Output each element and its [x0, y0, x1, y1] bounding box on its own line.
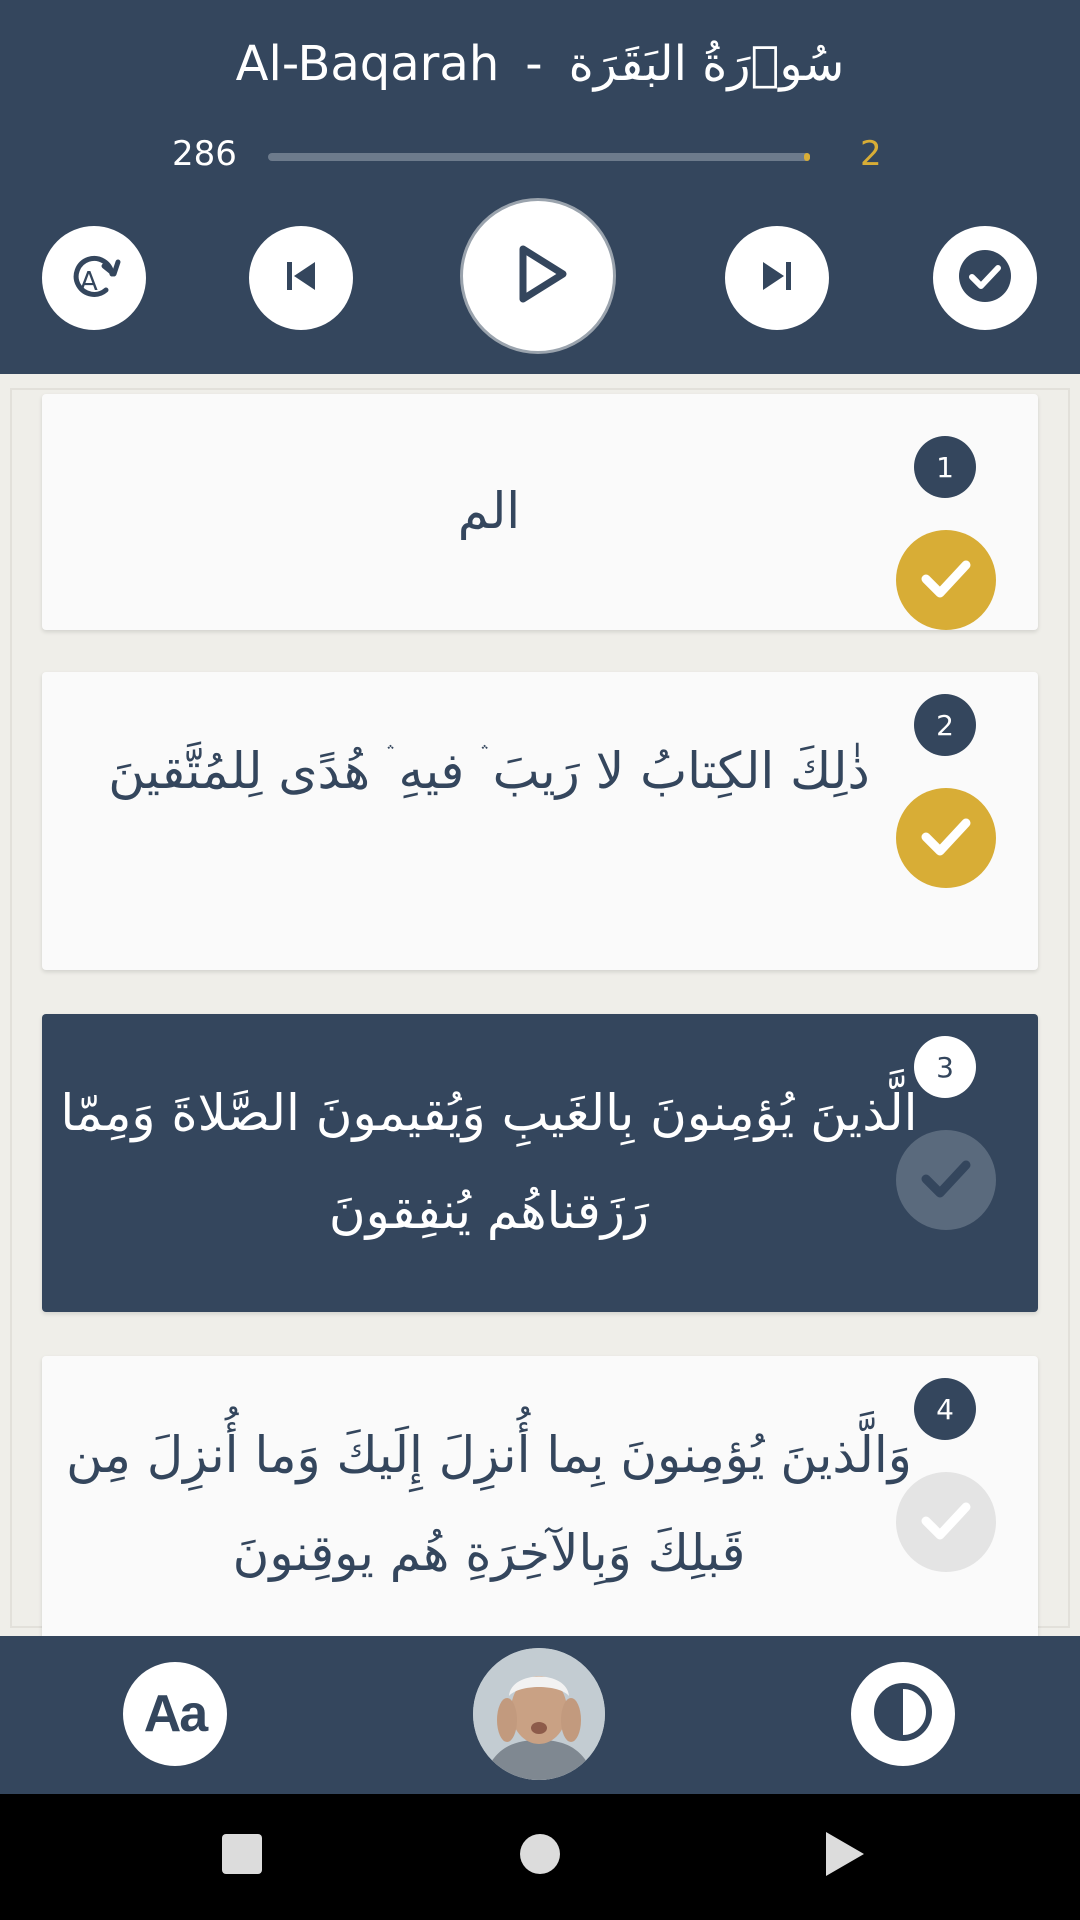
verse-text: الَّذينَ يُؤمِنونَ بِالغَيبِ وَيُقيمونَ الصَّلاةَ وَمِمّا رَزَقناهُم يُنفِقونَ [60, 1084, 918, 1240]
repeat-button[interactable] [42, 226, 146, 330]
check-circle-icon [955, 246, 1015, 310]
total-verses-count: 286 [172, 134, 237, 174]
circle-icon [518, 1832, 562, 1880]
svg-text:A: A [80, 267, 98, 297]
surah-title [0, 28, 1080, 100]
play-button[interactable] [460, 198, 616, 354]
verse-text: الم [457, 482, 521, 540]
verse-check-button[interactable] [896, 1472, 996, 1572]
verse-number-badge: 4 [914, 1378, 976, 1440]
reciter-avatar[interactable] [473, 1648, 605, 1780]
verse-number-badge: 1 [914, 436, 976, 498]
check-icon [916, 1490, 976, 1554]
font-size-button[interactable]: Aa [123, 1662, 227, 1766]
system-navigation-bar [0, 1794, 1080, 1920]
verse-check-button[interactable] [896, 788, 996, 888]
bottom-toolbar [0, 1636, 1080, 1794]
verse-text: وَالَّذينَ يُؤمِنونَ بِما أُنزِلَ إِلَيكَ وَما أُنزِلَ مِن قَبلِكَ وَبِالآخِرَةِ هُم يوقِنونَ [66, 1426, 912, 1582]
back-button[interactable] [812, 1824, 876, 1888]
reciter-photo [473, 1648, 605, 1780]
verses-list[interactable] [0, 374, 1080, 1636]
verse-number-badge: 2 [914, 694, 976, 756]
mark-complete-button[interactable] [933, 226, 1037, 330]
skip-previous-icon [279, 254, 323, 302]
recents-button[interactable] [210, 1824, 274, 1888]
check-icon [916, 1148, 976, 1212]
surah-title-arabic: سُوۡرَةُ البَقَرَة [568, 36, 845, 92]
repeat-icon [62, 244, 126, 312]
verse-card-1[interactable] [42, 394, 1038, 630]
surah-title-english: Al-Baqarah [235, 36, 500, 92]
contrast-icon [871, 1680, 935, 1748]
verse-check-button[interactable] [896, 1130, 996, 1230]
verse-card-2[interactable] [42, 672, 1038, 970]
current-verse-count: 2 [860, 134, 882, 174]
title-separator: - [525, 36, 543, 92]
player-header [0, 0, 1080, 374]
square-icon [220, 1832, 264, 1880]
triangle-icon [822, 1830, 866, 1882]
skip-next-icon [755, 254, 799, 302]
progress-track[interactable] [268, 153, 810, 161]
verse-progress [0, 128, 1080, 184]
home-button[interactable] [508, 1824, 572, 1888]
verse-text: ذٰلِكَ الكِتابُ لا رَيبَ ۛ فيهِ ۛ هُدًى لِلمُتَّقينَ [108, 742, 870, 800]
verse-card-4[interactable] [42, 1356, 1038, 1636]
verse-card-3[interactable] [42, 1014, 1038, 1312]
play-icon [503, 239, 573, 313]
theme-toggle-button[interactable] [851, 1662, 955, 1766]
previous-verse-button[interactable] [249, 226, 353, 330]
progress-fill [804, 153, 810, 161]
check-icon [916, 806, 976, 870]
next-verse-button[interactable] [725, 226, 829, 330]
verse-number-badge: 3 [914, 1036, 976, 1098]
check-icon [916, 548, 976, 612]
verse-check-button[interactable] [896, 530, 996, 630]
